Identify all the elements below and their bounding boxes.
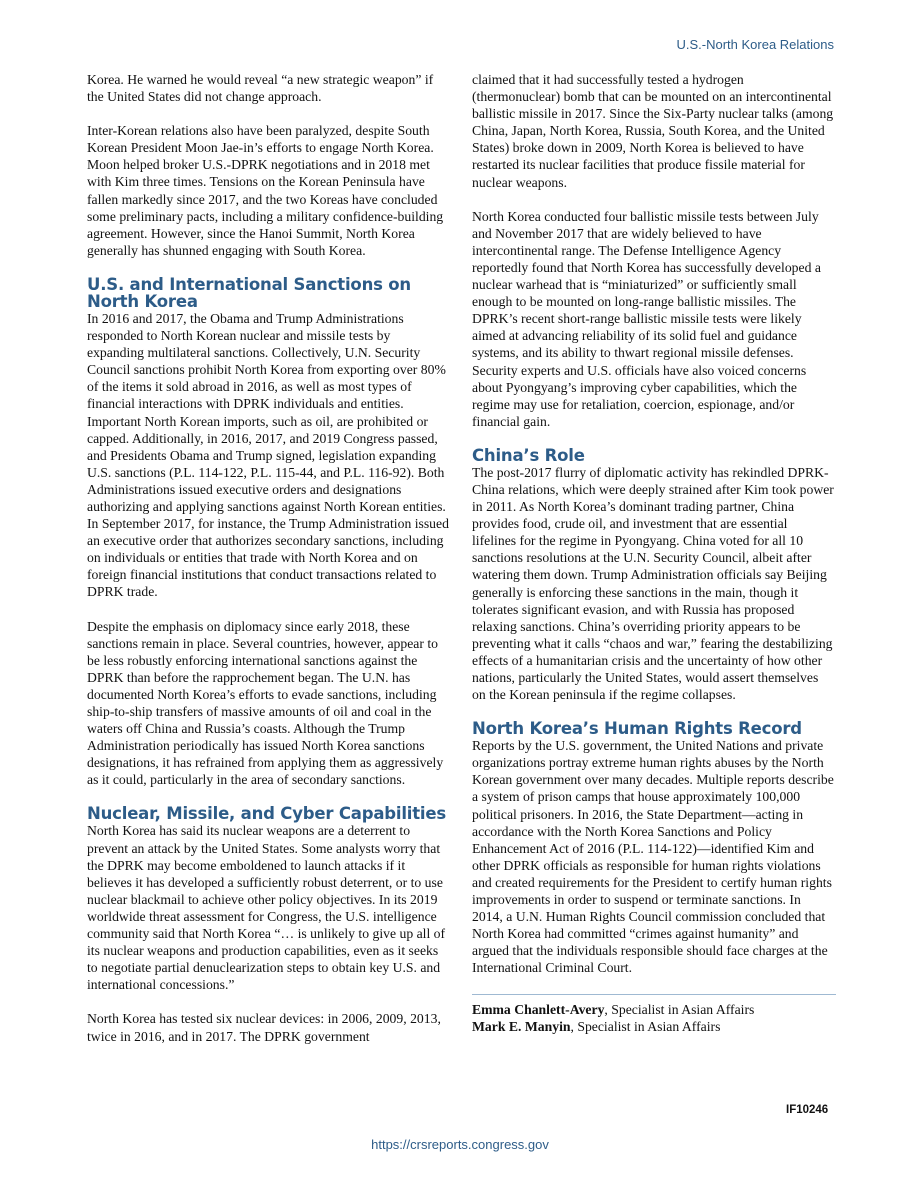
running-header: U.S.-North Korea Relations <box>676 37 834 52</box>
paragraph: In 2016 and 2017, the Obama and Trump Administrations responded to North Korean nuclear and missile tests by expanding multilateral sanctions. Collectively, U.N. Security Council sanctions prohibit North Korea from exporting over 80% of the items it sold abroad in 2016, as well as most types of financial interactions with DPRK individuals and entities. Important North Korean imports, such as oil, are prohibited or capped. Additionally, in 2016, 2017, and 2019 Congress passed, and Presidents Obama and Trump signed, legislation expanding U.S. sanctions (P.L. 114-122, P.L. 115-44, and P.L. 116-92). Both Administrations issued executive orders and designations authorizing and applying sanctions against North Korean entities. In September 2017, for instance, the Trump Administration issued an executive order that authorizes secondary sanctions, including on individuals or entities that trade with North Korea and on foreign financial institutions that conduct transactions related to DPRK trade. <box>87 310 449 600</box>
paragraph: Korea. He warned he would reveal “a new strategic weapon” if the United States did not change approach. <box>87 72 434 105</box>
section-heading-capabilities: Nuclear, Missile, and Cyber Capabilities <box>87 804 446 824</box>
footer-link[interactable]: https://crsreports.congress.gov <box>371 1137 549 1152</box>
document-id: IF10246 <box>786 1104 829 1116</box>
paragraph: The post-2017 flurry of diplomatic activity has rekindled DPRK-China relations, which were deeply strained after Kim took power in 2011. As North Korea’s dominant trading partner, China provides food, crude oil, and investment that are essential lifelines for the regime in Pyongyang. China voted for all 10 sanctions resolutions at the U.N. Security Council, albeit after watering them down. Trump Administration officials say Beijing generally is enforcing these sanctions in the main, though it tolerates significant evasion, and with Russia has proposed relaxing sanctions. China’s overriding priority appears to be preventing what it calls “chaos and war,” fearing the destabilizing effects of a humanitarian crisis and the uncertainty of how other nations, particularly the United States, would assert themselves on the Korean peninsula if the regime collapses. <box>472 464 834 703</box>
author-line <box>472 1001 834 1018</box>
paragraph: Despite the emphasis on diplomacy since early 2018, these sanctions remain in place. Several countries, however, appear to be less robustly enforcing international sanctions against the DPRK than before the rapprochement began. The U.N. has documented North Korea’s efforts to evade sanctions, including ship-to-ship transfers of massive amounts of oil and coal in the waters off China and Russia’s coasts. Although the Trump Administration periodically has issued North Korea sanctions designations, it has refrained from applying them as aggressively as it could, particularly in the area of secondary sanctions. <box>87 618 444 788</box>
paragraph: North Korea conducted four ballistic missile tests between July and November 2017 that are widely believed to have intercontinental range. The Defense Intelligence Agency reportedly found that North Korea has successfully developed a nuclear warhead that is “miniaturized” or sufficiently small enough to be mounted on long-range ballistic missiles. The DPRK’s recent short-range ballistic missile tests were likely aimed at advancing reliability of its solid fuel and guidance systems, and its ability to thwart regional missile defenses. Security experts and U.S. officials have also voiced concerns about Pyongyang’s improving cyber capabilities, which the regime may use for retaliation, coercion, espionage, and/or financial gain. <box>472 208 821 429</box>
author-line <box>472 1018 834 1035</box>
paragraph: claimed that it had successfully tested a hydrogen (thermonuclear) bomb that can be mounted on an intercontinental ballistic missile in 2017. Since the Six-Party nuclear talks (among China, Japan, North Korea, Russia, South Korea, and the United States) broke down in 2009, North Korea is believed to have restarted its nuclear facilities that produce fissile material for nuclear weapons. <box>472 72 834 190</box>
paragraph: Inter-Korean relations also have been paralyzed, despite South Korean President Moon Jae-in’s efforts to engage North Korea. Moon helped broker U.S.-DPRK negotiations and in 2018 met with Kim three times. Tensions on the Korean Peninsula have fallen markedly since 2017, and the two Koreas have concluded some preliminary pacts, including a military confidence-building agreement. However, since the Hanoi Summit, North Korea generally has shunned engaging with South Korea. <box>87 123 444 258</box>
section-heading-china: China’s Role <box>472 445 585 465</box>
right-column <box>472 71 834 1035</box>
section-heading-sanctions: U.S. and International Sanctions on North Korea <box>87 274 411 311</box>
paragraph: North Korea has tested six nuclear devices: in 2006, 2009, 2013, twice in 2016, and in 2017. The DPRK government <box>87 1011 441 1044</box>
author-role: , Specialist in Asian Affairs <box>604 1001 755 1017</box>
paragraph: North Korea has said its nuclear weapons are a deterrent to prevent an attack by the United States. Some analysts worry that the DPRK may become emboldened to launch attacks if it believes it has developed a sufficiently robust deterrent, or to use nuclear blackmail to achieve other policy objectives. In its 2019 worldwide threat assessment for Congress, the U.S. intelligence community said that North Korea “… is unlikely to give up all of its nuclear weapons and production capabilities, even as it seeks to negotiate partial denuclearization steps to obtain key U.S. and international concessions.” <box>87 823 446 993</box>
section-heading-human-rights: North Korea’s Human Rights Record <box>472 719 802 739</box>
signature-divider <box>472 994 836 995</box>
left-column <box>87 71 449 1045</box>
author-name: Mark E. Manyin <box>472 1018 571 1034</box>
author-name: Emma Chanlett-Avery <box>472 1001 605 1017</box>
author-role: , Specialist in Asian Affairs <box>570 1018 721 1034</box>
paragraph: Reports by the U.S. government, the United Nations and private organizations portray extreme human rights abuses by the North Korean government over many decades. Multiple reports describe a system of prison camps that house approximately 100,000 political prisoners. In 2016, the State Department—acting in accordance with the North Korea Sanctions and Policy Enhancement Act of 2016 (P.L. 114-122)—identified Kim and other DPRK officials as responsible for human rights violations and created requirements for the President to certify human rights improvements in order to suspend or terminate sanctions. In 2014, a U.N. Human Rights Council commission concluded that North Korea had committed “crimes against humanity” and argued that the individuals responsible should face charges at the International Criminal Court. <box>472 738 834 976</box>
